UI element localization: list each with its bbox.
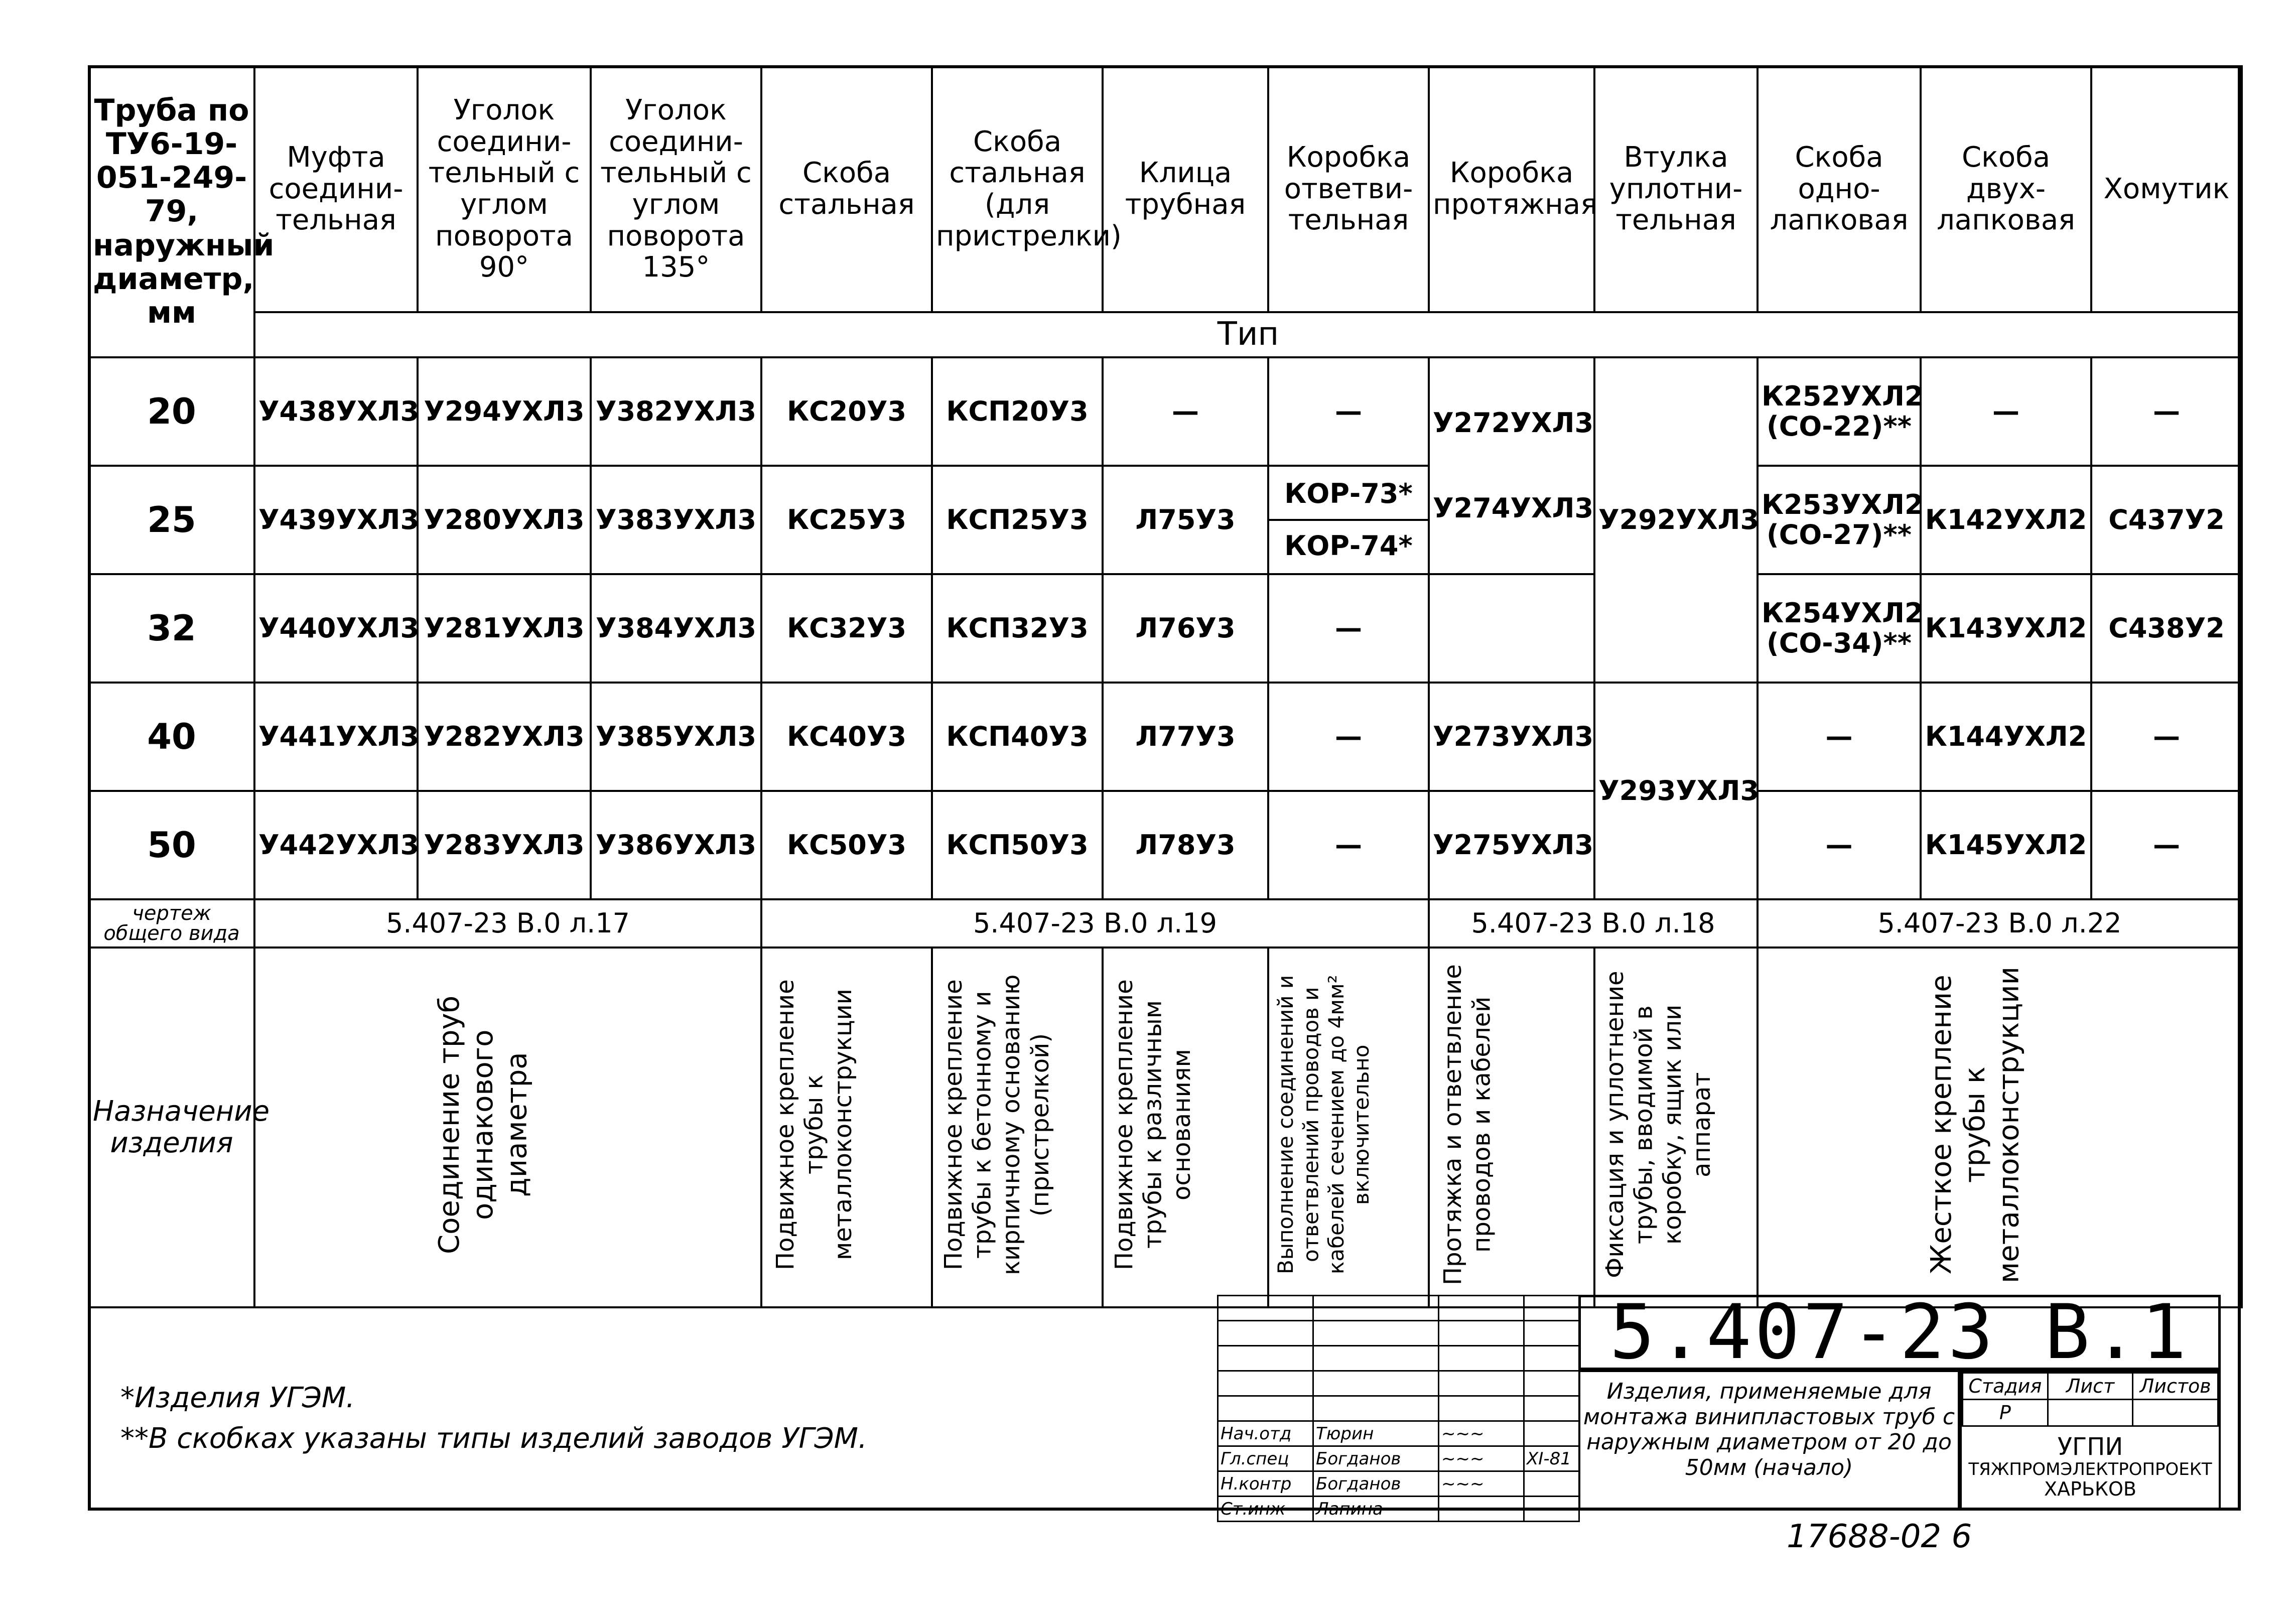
- table-cell: У442УХЛ3: [254, 791, 418, 899]
- sheet-info: [1960, 1370, 2221, 1511]
- col-header: Коробка ответви-тельная: [1268, 66, 1429, 312]
- table-cell: У383УХЛ3: [591, 466, 761, 574]
- date-cell: XI-81: [1524, 1446, 1579, 1471]
- sheet-header: Лист: [2048, 1373, 2133, 1400]
- col-header: Клица трубная: [1103, 66, 1268, 312]
- col-header: Втулка уплотни-тельная: [1594, 66, 1758, 312]
- purpose-cell: [1429, 948, 1594, 1307]
- table-cell: У440УХЛ3: [254, 574, 418, 683]
- table-cell: —: [1268, 574, 1429, 683]
- type-label: Тип: [254, 312, 2242, 357]
- role-label: Нач.отд: [1218, 1421, 1313, 1446]
- diameter-cell: 32: [89, 574, 254, 683]
- table-cell: У281УХЛ3: [418, 574, 591, 683]
- table-cell: У292УХЛ3: [1594, 357, 1758, 683]
- signature-grid: [1217, 1295, 1580, 1522]
- purpose-cell: [761, 948, 932, 1307]
- box-type: КОР-74*: [1284, 529, 1413, 562]
- table-cell: КСП25У3: [932, 466, 1103, 574]
- signer-name: Богданов: [1313, 1471, 1439, 1497]
- purpose-text: Протяжка и ответвление проводов и кабелей: [1439, 964, 1496, 1285]
- purpose-text: Соединение труб одинакового диаметра: [433, 995, 533, 1254]
- purpose-cell: [932, 948, 1103, 1307]
- reference-cell: 5.407-23 В.0 л.19: [761, 899, 1429, 948]
- purpose-cell: [254, 948, 761, 1307]
- table-cell: [1429, 357, 1594, 574]
- title-block: [1217, 1289, 2221, 1519]
- table-cell: У283УХЛ3: [418, 791, 591, 899]
- header-row: [89, 66, 2242, 312]
- signature: ~~~: [1439, 1471, 1524, 1497]
- table-cell: У293УХЛ3: [1594, 683, 1758, 899]
- signer-name: Лапина: [1313, 1497, 1439, 1522]
- table-cell: —: [1268, 791, 1429, 899]
- table-cell: —: [1758, 791, 1921, 899]
- table-cell: КСП32У3: [932, 574, 1103, 683]
- box-type: КОР-73*: [1269, 469, 1428, 521]
- table-row: [89, 574, 2242, 683]
- purpose-text: Фиксация и уплотнение трубы, вводимой в коробку, ящик или аппарат: [1600, 971, 1716, 1278]
- stage-value: Р: [1963, 1400, 2048, 1426]
- table-cell: Л78У3: [1103, 791, 1268, 899]
- table-cell: —: [1268, 357, 1429, 466]
- document-title: Изделия, применяемые для монтажа винипластовых труб с наружным диаметром от 20 до 50мм (начало): [1578, 1370, 1960, 1511]
- table-cell: —: [2091, 683, 2242, 791]
- table-cell: КС50У3: [761, 791, 932, 899]
- reference-label: чертеж общего вида: [89, 899, 254, 948]
- table-cell: С438У2: [2091, 574, 2242, 683]
- col-header: Муфта соедини-тельная: [254, 66, 418, 312]
- col-header: Уголок соедини-тельный с углом поворота 135°: [591, 66, 761, 312]
- diameter-cell: 50: [89, 791, 254, 899]
- col-header: Скоба двух-лапковая: [1921, 66, 2091, 312]
- table-cell: Л75У3: [1103, 466, 1268, 574]
- table-cell: —: [2091, 357, 2242, 466]
- reference-cell: 5.407-23 В.0 л.17: [254, 899, 761, 948]
- org-name: ТЯЖПРОМЭЛЕКТРОПРОЕКТ: [1968, 1459, 2212, 1479]
- table-cell: У273УХЛ3: [1429, 683, 1594, 791]
- table-cell: —: [2091, 791, 2242, 899]
- table-cell: —: [1758, 683, 1921, 791]
- footnote: **В скобках указаны типы изделий заводов УГЭМ.: [120, 1422, 867, 1455]
- table-cell: У385УХЛ3: [591, 683, 761, 791]
- diameter-cell: 20: [89, 357, 254, 466]
- table-cell: [1429, 574, 1594, 683]
- col-header: Скоба стальная: [761, 66, 932, 312]
- table-cell: С437У2: [2091, 466, 2242, 574]
- table-cell: У275УХЛ3: [1429, 791, 1594, 899]
- org-name: УГПИ: [2057, 1433, 2123, 1461]
- purpose-cell: [1594, 948, 1758, 1307]
- reference-cell: 5.407-23 В.0 л.18: [1429, 899, 1758, 948]
- col-header: Скоба одно-лапковая: [1758, 66, 1921, 312]
- table-cell: КС32У3: [761, 574, 932, 683]
- diameter-cell: 25: [89, 466, 254, 574]
- table-cell: КСП50У3: [932, 791, 1103, 899]
- table-cell: КС20У3: [761, 357, 932, 466]
- table-cell: КСП40У3: [932, 683, 1103, 791]
- signature: ~~~: [1439, 1497, 1524, 1522]
- document-code: 5.407-23 В.1: [1578, 1295, 2221, 1370]
- table-cell: К145УХЛ2: [1921, 791, 2091, 899]
- table-cell: —: [1103, 357, 1268, 466]
- table-cell: К252УХЛ2 (СО-22)**: [1758, 357, 1921, 466]
- table-cell: У439УХЛ3: [254, 466, 418, 574]
- purpose-text: Подвижное крепление трубы к бетонному и кирпичному основанию (пристрелкой): [939, 974, 1054, 1275]
- org-city: ХАРЬКОВ: [2044, 1478, 2136, 1501]
- organization: [1962, 1427, 2219, 1500]
- table-cell: У382УХЛ3: [591, 357, 761, 466]
- signature: ~~~: [1439, 1446, 1524, 1471]
- diameter-cell: 40: [89, 683, 254, 791]
- table-cell: К254УХЛ2 (СО-34)**: [1758, 574, 1921, 683]
- table-cell: КС25У3: [761, 466, 932, 574]
- purpose-row: [89, 948, 2242, 1307]
- table-cell: У384УХЛ3: [591, 574, 761, 683]
- purpose-text: Подвижное крепление трубы к различным основаниям: [1110, 979, 1196, 1270]
- table-cell: У438УХЛ3: [254, 357, 418, 466]
- col-header: Скоба стальная (для пристрелки): [932, 66, 1103, 312]
- col-header: Хомутик: [2091, 66, 2242, 312]
- table-cell: К144УХЛ2: [1921, 683, 2091, 791]
- signer-name: Тюрин: [1313, 1421, 1439, 1446]
- drawing-reference-row: [89, 899, 2242, 948]
- purpose-cell: [1103, 948, 1268, 1307]
- table-cell: У441УХЛ3: [254, 683, 418, 791]
- table-cell: К143УХЛ2: [1921, 574, 2091, 683]
- table-cell: [1268, 466, 1429, 574]
- pipe-header: Труба по ТУ6-19-051-249-79, наружный диаметр, мм: [89, 66, 254, 357]
- table-row: [89, 357, 2242, 466]
- col-header: Уголок соедини-тельный с углом поворота 90°: [418, 66, 591, 312]
- footnote: *Изделия УГЭМ.: [120, 1382, 355, 1414]
- role-label: Н.контр: [1218, 1471, 1313, 1497]
- table-cell: У280УХЛ3: [418, 466, 591, 574]
- products-table: [88, 65, 2243, 1308]
- box-value: У274УХЛ3: [1433, 492, 1594, 524]
- purpose-cell: [1268, 948, 1429, 1307]
- purpose-cell: [1758, 948, 2242, 1307]
- table-cell: У386УХЛ3: [591, 791, 761, 899]
- purpose-label: Назначение изделия: [89, 948, 254, 1307]
- footnotes: [120, 1378, 867, 1459]
- table-row: [89, 466, 2242, 574]
- reference-cell: 5.407-23 В.0 л.22: [1758, 899, 2242, 948]
- table-cell: К142УХЛ2: [1921, 466, 2091, 574]
- purpose-text: Подвижное крепление трубы к металлоконструкции: [771, 979, 858, 1270]
- signature: ~~~: [1439, 1421, 1524, 1446]
- box-value: У272УХЛ3: [1433, 407, 1594, 439]
- table-cell: Л77У3: [1103, 683, 1268, 791]
- purpose-text: Жесткое крепление трубы к металлоконструкции: [1925, 966, 2025, 1283]
- table-cell: У294УХЛ3: [418, 357, 591, 466]
- table-cell: КС40У3: [761, 683, 932, 791]
- table-row: [89, 683, 2242, 791]
- table-cell: У282УХЛ3: [418, 683, 591, 791]
- table-cell: —: [1268, 683, 1429, 791]
- role-label: Гл.спец: [1218, 1446, 1313, 1471]
- table-cell: К253УХЛ2 (СО-27)**: [1758, 466, 1921, 574]
- stage-header: Стадия: [1963, 1373, 2048, 1400]
- table-cell: Л76У3: [1103, 574, 1268, 683]
- table-cell: —: [1921, 357, 2091, 466]
- signer-name: Богданов: [1313, 1446, 1439, 1471]
- purpose-text: Выполнение соединений и ответвлений проводов и кабелей сечением до 4мм² включительно: [1273, 975, 1374, 1274]
- archive-number: 17688-02 6: [1787, 1518, 1972, 1555]
- col-header: Коробка протяжная: [1429, 66, 1594, 312]
- role-label: Ст.инж: [1218, 1497, 1313, 1522]
- table-cell: КСП20У3: [932, 357, 1103, 466]
- sheets-header: Листов: [2133, 1373, 2218, 1400]
- table-row: [89, 791, 2242, 899]
